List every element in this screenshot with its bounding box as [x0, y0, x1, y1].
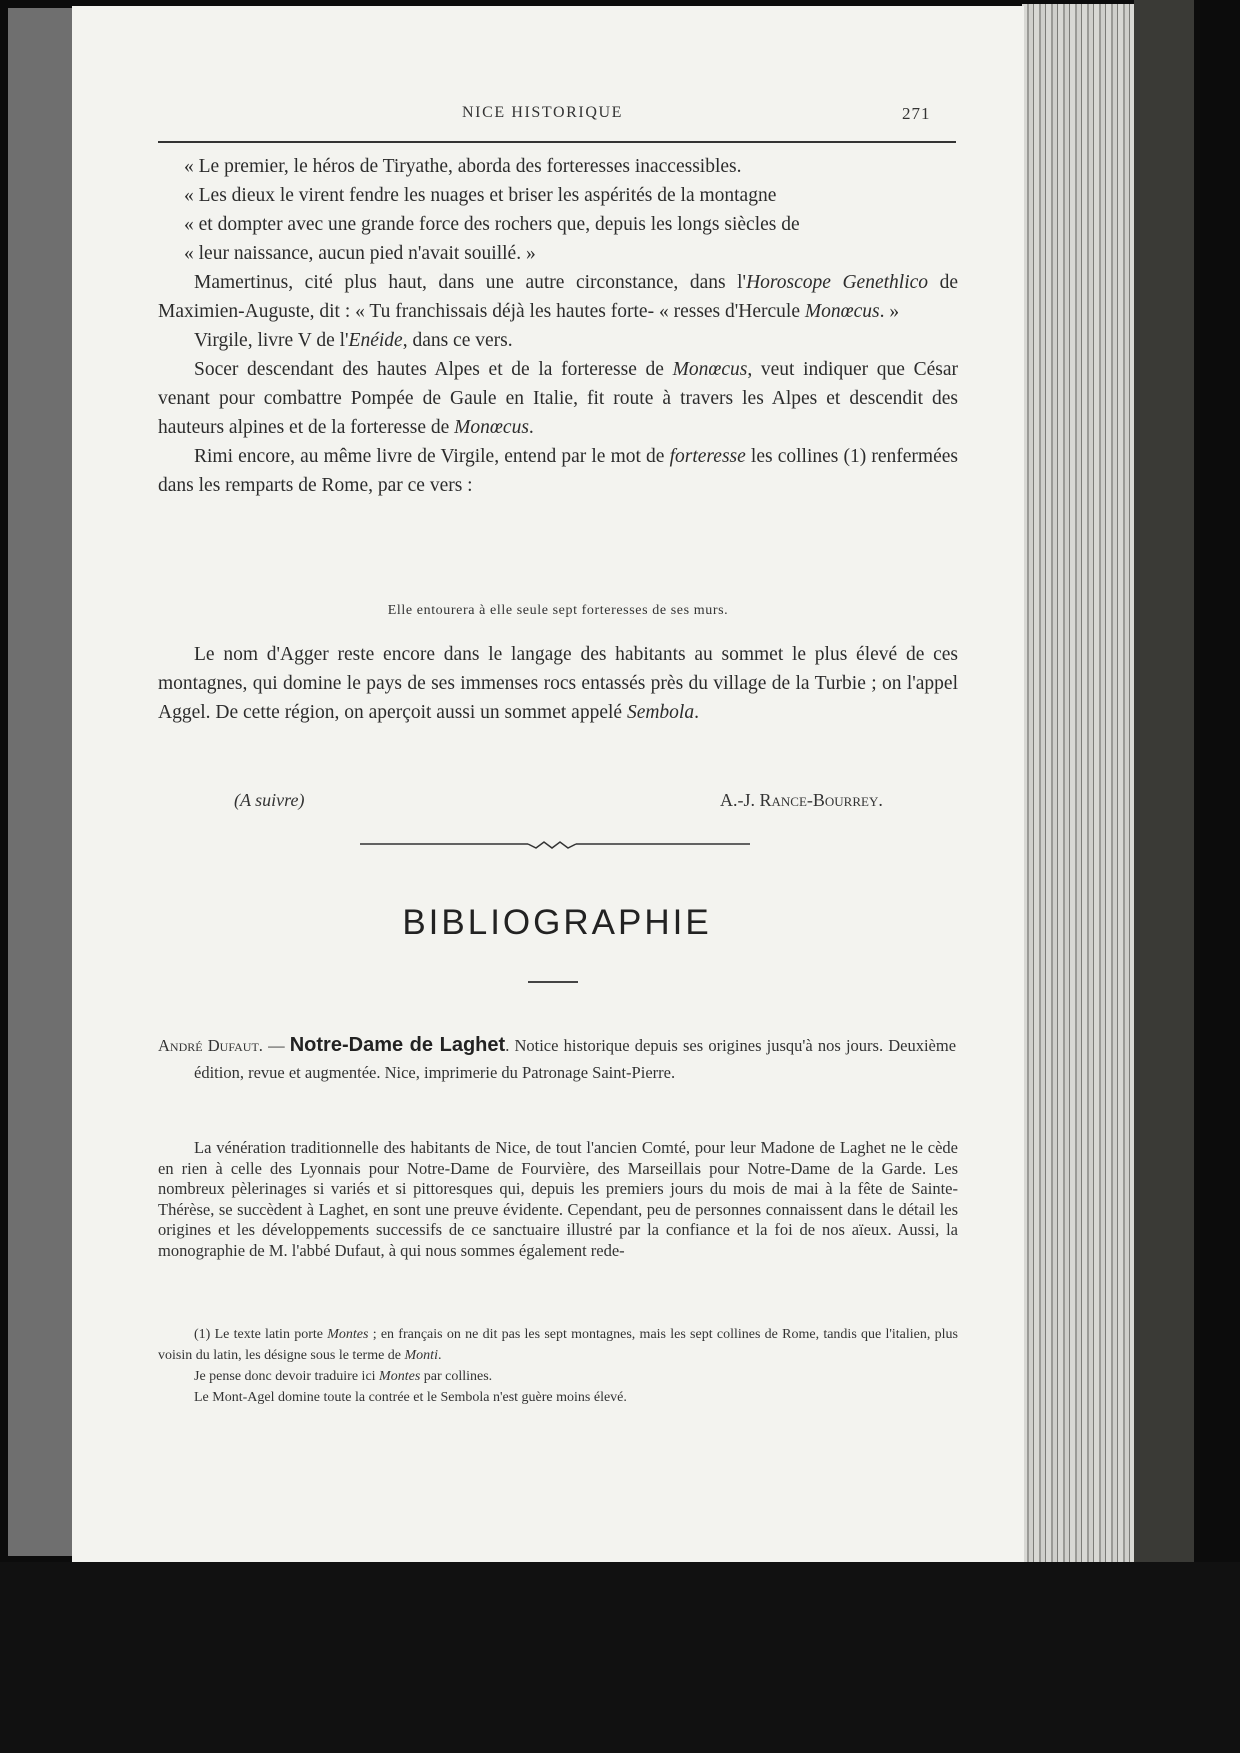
article-paragraph-segment: Rimi encore, au même livre de Virgile, entend par le mot de — [194, 446, 670, 467]
article-paragraph — [158, 326, 958, 355]
review-paragraph: La vénération traditionnelle des habitants de Nice, de tout l'ancien Comté, pour leur Madone de Laghet ne le cède en rien à celle des Lyonnais pour Notre-Dame de Fourvière, des Marseillais pour Notre-Dame de la Garde. Les nombreux pèlerinages si variés et si pittoresques qui, depuis les premiers jours du mois de mai à la fête de Sainte-Thérèse, se succèdent à Laghet, en sont une preuve évidente. Cependant, peu de personnes connaissent dans le détail les origines et les développements successifs de ce sanctuaire illustré par la confiance et la foi de nos aïeux. Aussi, la monographie de M. l'abbé Dufaut, à qui nous sommes également rede- — [158, 1138, 958, 1260]
footnote-segment: Je pense donc devoir traduire ici — [194, 1369, 380, 1384]
to-be-continued: (A suivre) — [234, 790, 305, 810]
entry-details: . Notice historique depuis ses origines jusqu'à nos jours. Deuxième édition, revue et augmentée. Nice, imprimerie du Patronage Saint-Pierre. — [194, 1036, 957, 1082]
article-paragraph-segment: les collines (1) renfermées dans les remparts de Rome, par ce vers : — [158, 446, 958, 496]
entry-book-title: Notre-Dame de Laghet — [289, 1034, 506, 1056]
article-paragraph-segment: Horoscope Genethlico — [746, 272, 929, 293]
closing-paragraph — [158, 640, 958, 727]
entry-dash: — — [262, 1036, 290, 1055]
article-paragraph-segment: forteresse — [669, 446, 746, 467]
closing-paragraph-segment: Sembola — [626, 702, 695, 723]
footnotes — [158, 1324, 958, 1408]
closing-paragraph-text — [158, 640, 958, 727]
scan-background — [0, 1562, 1240, 1753]
title-rule — [528, 981, 578, 983]
article-author: A.-J. Rance-Bourrey. — [720, 790, 883, 810]
section-title: BIBLIOGRAPHIE — [402, 903, 712, 942]
article-paragraph-segment: Mamertinus, cité plus haut, dans une autre circonstance, dans l' — [194, 272, 747, 293]
footnote-segment: Montes — [379, 1369, 421, 1384]
footnote — [158, 1366, 958, 1387]
ornamental-divider — [360, 836, 750, 852]
closing-paragraph-segment: Le nom d'Agger reste encore dans le langage des habitants au sommet le plus élevé de ces montagnes, qui domine le pays de ses immenses rocs entassés près du village de la Turbie ; on l'appel Aggel. De cette région, on aperçoit aussi un sommet appelé — [158, 644, 958, 723]
article-paragraph-segment: Enéide — [348, 330, 403, 351]
article-paragraph — [158, 268, 958, 326]
footnote — [158, 1387, 958, 1408]
verse-quotation: Elle entourera à elle seule sept forteresses de ses murs. — [387, 603, 729, 618]
article-body — [158, 152, 958, 500]
footnote-segment: Montes — [327, 1327, 369, 1342]
running-header-title: NICE HISTORIQUE — [462, 104, 624, 121]
footnote-segment: Monti — [404, 1348, 438, 1363]
footnote-segment: par collines. — [420, 1369, 493, 1384]
footnote — [158, 1324, 958, 1366]
book-cover-edge — [1134, 0, 1194, 1600]
bibliography-entry — [158, 1032, 956, 1086]
quote-line: « Le premier, le héros de Tiryathe, aborda des forteresses inaccessibles. — [184, 156, 742, 177]
page-number: 271 — [902, 104, 931, 123]
article-paragraph-segment: Monœcus — [454, 417, 529, 438]
article-paragraph-segment: Monœcus — [804, 301, 880, 322]
article-paragraph-segment: , veut indiquer que César venant pour combattre Pompée de Gaule en Italie, fit route à travers les Alpes et descendit des hauteurs alpines et de la forteresse de — [158, 359, 958, 438]
quote-line: « et dompter avec une grande force des rochers que, depuis les longs siècles de — [184, 214, 800, 235]
book-binding-left — [8, 8, 74, 1556]
footnote-segment: (1) Le texte latin porte — [194, 1327, 328, 1342]
quote-line: « Les dieux le virent fendre les nuages et briser les aspérités de la montagne — [184, 185, 777, 206]
article-paragraph-segment: . » — [879, 301, 900, 322]
book-page — [72, 6, 1024, 1562]
header-rule — [158, 141, 956, 143]
footnote-segment: . — [437, 1348, 442, 1363]
article-paragraph-segment: , dans ce vers. — [402, 330, 513, 351]
footnote-segment: Le Mont-Agel domine toute la contrée et le Sembola n'est guère moins élevé. — [194, 1390, 627, 1405]
book-page-edges — [1022, 4, 1134, 1564]
footnote-segment: ; en français on ne dit pas les sept montagnes, mais les sept collines de Rome, tandis que l'italien, plus voisin du latin, les désigne sous le terme de — [158, 1327, 958, 1363]
article-paragraph — [158, 442, 958, 500]
entry-author: André Dufaut. — [158, 1036, 263, 1055]
article-paragraph-segment: . — [528, 417, 534, 438]
article-paragraph-segment: Monœcus — [672, 359, 748, 380]
article-paragraph-segment: de Maximien-Auguste, dit : « Tu franchissais déjà les hautes forte- « resses d'Hercule — [158, 272, 958, 322]
quote-line: « leur naissance, aucun pied n'avait souillé. » — [184, 243, 536, 264]
article-paragraph — [158, 355, 958, 442]
article-paragraph-segment: Virgile, livre V de l' — [194, 330, 349, 351]
article-paragraph-segment: Socer descendant des hautes Alpes et de la forteresse de — [194, 359, 673, 380]
closing-paragraph-segment: . — [694, 702, 699, 723]
